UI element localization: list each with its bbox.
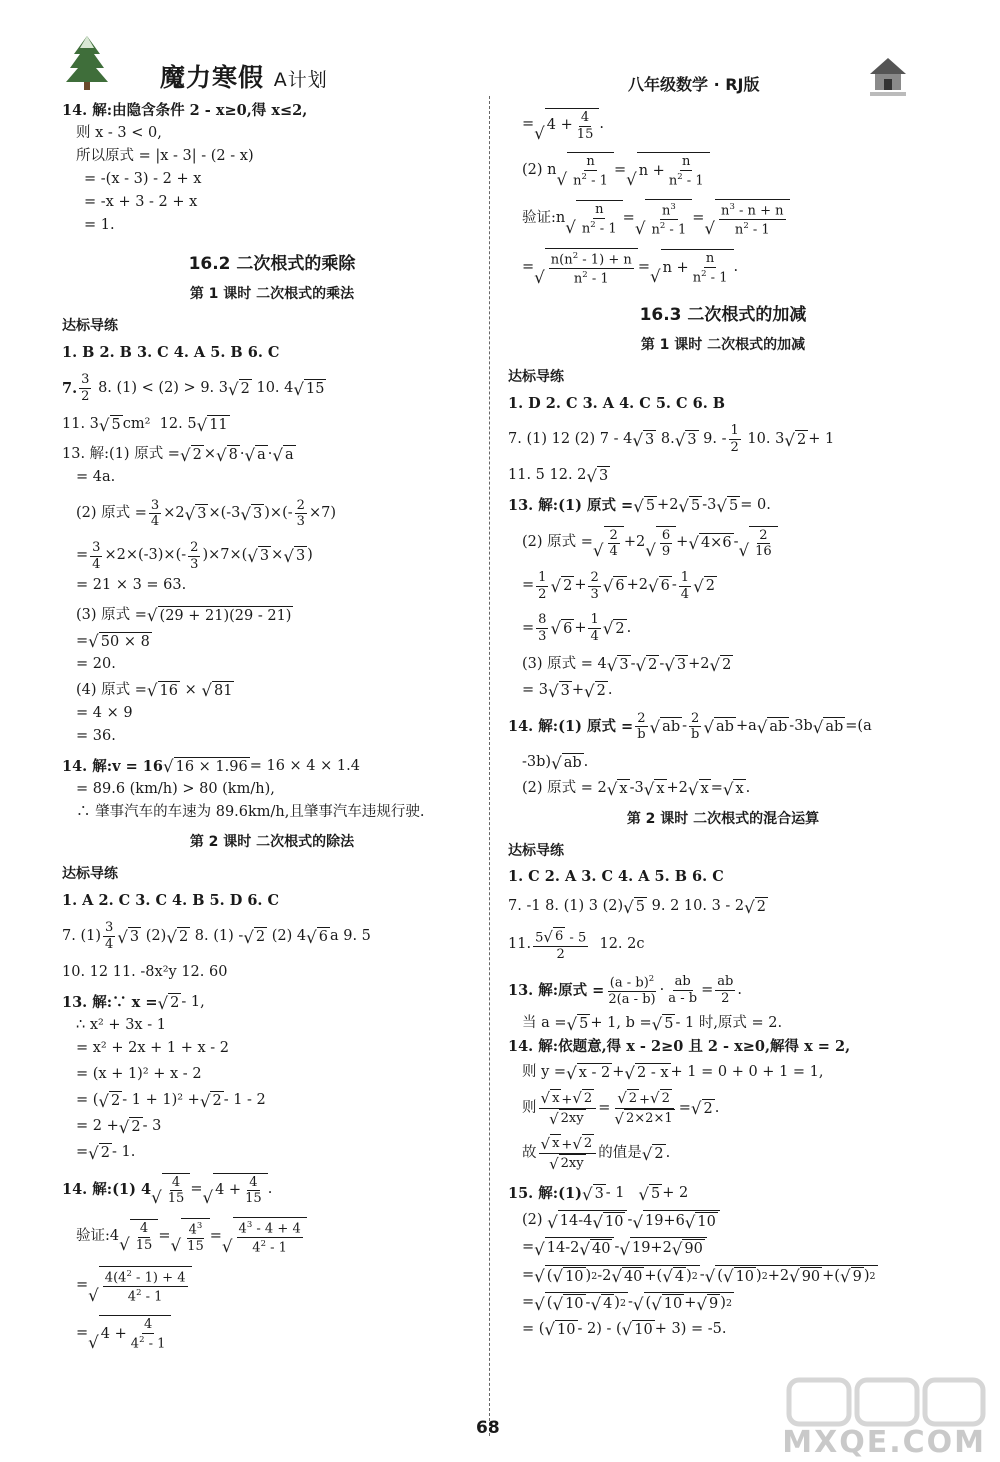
answer-line: = 36.	[76, 727, 116, 744]
answer-line: 1. D 2. C 3. A 4. C 5. C 6. B	[508, 394, 726, 412]
answer-line: 1. C 2. A 3. C 4. A 5. B 6. C	[508, 868, 724, 886]
lesson-title: 第 1 课时 二次根式的加减	[640, 336, 806, 353]
answer-line: 13. 解:(1) 原式 = √ 5 +2 √ 5 -3 √ 5 = 0.	[508, 496, 771, 516]
answer-line: = 2 + √ 2 - 3	[76, 1117, 162, 1137]
answer-line: = √ 2 - 1.	[76, 1143, 136, 1163]
answer-line: 13. 解:∵ x = √ 2 - 1,	[62, 993, 205, 1013]
section-title: 16.3 二次根式的加减	[639, 304, 807, 325]
answer-line: (2) n √ $\frac{n}{n^2 - 1}$ = √ n + $\frac{n}{n^2 - 1}$	[508, 152, 938, 189]
page-number: 68	[476, 1418, 500, 1438]
answer-line: 7. -1 8. (1) 3 (2) √ 5 9. 2 10. 3 - 2 √ 2	[508, 897, 766, 917]
brand-subtitle: A计划	[273, 69, 328, 91]
answer-line: 14. 解:由隐含条件 2 - x≥0,得 x≤2,	[62, 102, 308, 120]
answer-line: 15. 解:(1) √ 3 - 1 √ 5 + 2	[508, 1184, 689, 1204]
answer-line: = ( √ 2 - 1 + 1)² + √ 2 - 1 - 2	[76, 1091, 266, 1111]
answer-line: (2) 原式 = $\frac{3}{4}$ ×2 √ 3 ×(-3 √ 3 )×(- $\frac{2}{3}$ ×7)	[76, 497, 336, 530]
answer-line: = 20.	[76, 655, 116, 672]
watermark-url: MXQE.COM	[782, 1425, 986, 1460]
answer-line: 13. 解:(1) 原式 = √ 2 × √ 8 · √ a · √ a	[62, 445, 294, 465]
house-icon	[866, 54, 910, 98]
brand-title	[160, 58, 328, 94]
answer-line: 13. 解:原式 = $\frac{(a - b)^2}{2(a - b)}$ · $\frac{ab}{a - b}$ = $\frac{ab}{2}$ .	[508, 972, 743, 1007]
answer-line: 1. A 2. C 3. C 4. B 5. D 6. C	[62, 891, 280, 909]
answer-line: (4) 原式 = √ 16 × √ 81	[76, 681, 233, 701]
answer-line: = $\frac{3}{4}$ ×2×(-3)×(- $\frac{2}{3}$ )×7×( √ 3 × √ 3 )	[76, 540, 313, 572]
answer-line: = $\frac{8}{3}$ √ 6 + $\frac{1}{4}$ √ 2 .	[522, 612, 632, 644]
answer-line: 14. 解:(1) 原式 = $\frac{2}{b}$ √ ab - $\frac{2}{b}$ √ ab +a √ ab -3b √ ab =(a	[508, 710, 872, 743]
answer-line: = √ $\frac{4(4^2 - 1) + 4}{4^2 - 1}$	[62, 1266, 482, 1305]
answer-line: (3) 原式 = √ (29 + 21)(29 - 21)	[76, 606, 292, 626]
answer-line: ∴ x² + 3x - 1	[76, 1016, 166, 1033]
fraction: $\frac{3}{2}$	[81, 372, 90, 405]
drill-heading: 达标导练	[508, 842, 564, 859]
right-column	[508, 108, 938, 1339]
answer-line: 则 √ x + √ 2 √ 2xy = √ 2 + √ 2 √ 2×2×1 = √ 2 .	[522, 1089, 720, 1128]
answer-line: = √ $\frac{n(n^2 - 1) + n}{n^2 - 1}$ = √ n + $\frac{n}{n^2 - 1}$ .	[522, 249, 739, 288]
answer-line: 则 x - 3 < 0,	[76, 125, 162, 142]
answer-line: (2) 原式 = √ $\frac{2}{4}$ +2 √ $\frac{6}{9}$ + √ 4×6 - √ $\frac{2}{16}$	[508, 526, 938, 560]
answer-line: = 1.	[84, 217, 115, 234]
sqrt: √ 11	[196, 415, 228, 435]
answer-line: 则 y = √ x - 2 + √ 2 - x + 1 = 0 + 0 + 1 = 1,	[522, 1063, 824, 1083]
page-header	[0, 0, 1000, 100]
drill-heading: 达标导练	[62, 865, 118, 882]
answer-line: 10. 12 11. -8x²y 12. 60	[62, 963, 228, 980]
answer-line: (2) √ 14-4 √ 10 - √ 19+6 √ 10	[508, 1210, 938, 1231]
answer-line: 当 a = √ 5 + 1, b = √ 5 - 1 时,原式 = 2.	[522, 1014, 783, 1034]
lesson-title: 第 2 课时 二次根式的混合运算	[626, 810, 820, 827]
grade-label: 八年级数学 · RJ版	[628, 75, 760, 94]
answer-line: = 89.6 (km/h) > 80 (km/h),	[76, 780, 275, 797]
answer-line: 11. 5 √ 6 - 5 2 12. 2c	[508, 927, 645, 963]
answer-line: 故 √ x + √ 2 √ 2xy 的值是 √ 2 .	[522, 1134, 671, 1174]
answer-line: ∴ 肇事汽车的车速为 89.6km/h,且肇事汽车违规行驶.	[76, 803, 425, 820]
answer-line: = x² + 2x + 1 + x - 2	[76, 1039, 230, 1056]
answer-line: = √ 14-2 √ 40 - √ 19+2 √ 90	[508, 1237, 938, 1258]
brand-name: 魔力寒假	[160, 63, 265, 92]
answer-line: 14. 解:(1) 4 √ $\frac{4}{15}$ = √ 4 + $\frac{4}{15}$ .	[62, 1174, 273, 1208]
section-title: 16.2 二次根式的乘除	[188, 254, 356, 274]
answer-line: = 3 √ 3 + √ 2 .	[522, 681, 613, 701]
answer-line: = 21 × 3 = 63.	[76, 576, 187, 593]
answer-line: 验证:4 √ $\frac{4}{15}$ = √ $\frac{4^3}{15}$ = √ $\frac{4^3 - 4 + 4}{4^2 - 1}$	[62, 1217, 482, 1256]
answer-line: = -(x - 3) - 2 + x	[84, 171, 202, 188]
answer-line: = √ 4 + $\frac{4}{4^2 - 1}$	[62, 1315, 482, 1352]
answer-line: = ( √ 10 - 2) - ( √ 10 + 3) = -5.	[522, 1320, 727, 1340]
answer-line: 验证:n √ $\frac{n}{n^2 - 1}$ = √ $\frac{n^3}{n^2 - 1}$ = √ $\frac{n^3 - n + n}{n^2 - 1}$	[508, 199, 938, 238]
answer-line: 7. (1) $\frac{3}{4}$ √ 3 (2) √ 2 8. (1) - √ 2 (2) 4 √ 6 a 9. 5	[62, 920, 371, 952]
answer-line: 14. 解:依题意,得 x - 2≥0 且 2 - x≥0,解得 x = 2,	[508, 1037, 851, 1055]
answer-line: 14. 解:v = 16 √ 16 × 1.96 = 16 × 4 × 1.4	[62, 757, 360, 777]
answer-line: 1. B 2. B 3. C 4. A 5. B 6. C	[62, 343, 280, 361]
answer-line: 所以原式 = |x - 3| - (2 - x)	[76, 148, 254, 165]
column-divider	[489, 96, 490, 1436]
answer-line: = 4 × 9	[76, 704, 133, 721]
lesson-title: 第 2 课时 二次根式的除法	[189, 833, 355, 850]
lesson-title: 第 1 课时 二次根式的乘法	[189, 285, 355, 302]
sqrt: √ 15	[293, 379, 325, 399]
answer-line: = 4a.	[76, 469, 116, 485]
drill-heading: 达标导练	[62, 317, 118, 334]
answer-line: 11. 3 √ 5 cm² 12. 5 √ 11	[62, 415, 228, 435]
answer-line: (3) 原式 = 4 √ 3 - √ 2 - √ 3 +2 √ 2	[522, 655, 732, 675]
answer-line: 7. $\frac{3}{2}$ 8. (1) < (2) > 9. 3 √ 2 10. 4 √ 15	[62, 372, 325, 405]
answer-line: = √ ( √ 10 - √ 4 ) 2 - √ ( √ 10 + √ 9 ) 2	[522, 1293, 732, 1314]
answer-line: 11. 5 12. 2 √ 3	[508, 466, 609, 486]
drill-heading: 达标导练	[508, 368, 564, 385]
answer-line: 7. (1) 12 (2) 7 - 4 √ 3 8. √ 3 9. - $\frac{1}{2}$ 10. 3 √ 2 + 1	[508, 423, 835, 456]
answer-line: -3b) √ ab .	[522, 753, 589, 773]
answer-line: = √ ( √ 10 ) 2 -2 √ 40 +( √ 4 ) 2 - √ ( √ 10 ) 2 +2 √ 90 +( √ 9 ) 2	[522, 1266, 876, 1287]
answer-line: (2) 原式 = 2 √ x -3 √ x +2 √ x = √ x .	[522, 779, 751, 799]
sqrt: √ 2	[228, 379, 250, 399]
answer-line: = √ 50 × 8	[76, 632, 150, 652]
answer-line: = √ 4 + $\frac{4}{15}$ .	[522, 110, 604, 143]
answer-line: = -x + 3 - 2 + x	[84, 194, 198, 211]
left-column	[62, 98, 482, 1352]
sqrt: √ 5	[98, 415, 121, 435]
answer-line: = (x + 1)² + x - 2	[76, 1065, 202, 1082]
answer-line: = $\frac{1}{2}$ √ 2 + $\frac{2}{3}$ √ 6 +2 √ 6 - $\frac{1}{4}$ √ 2	[522, 569, 715, 602]
pine-tree-icon	[62, 34, 112, 92]
